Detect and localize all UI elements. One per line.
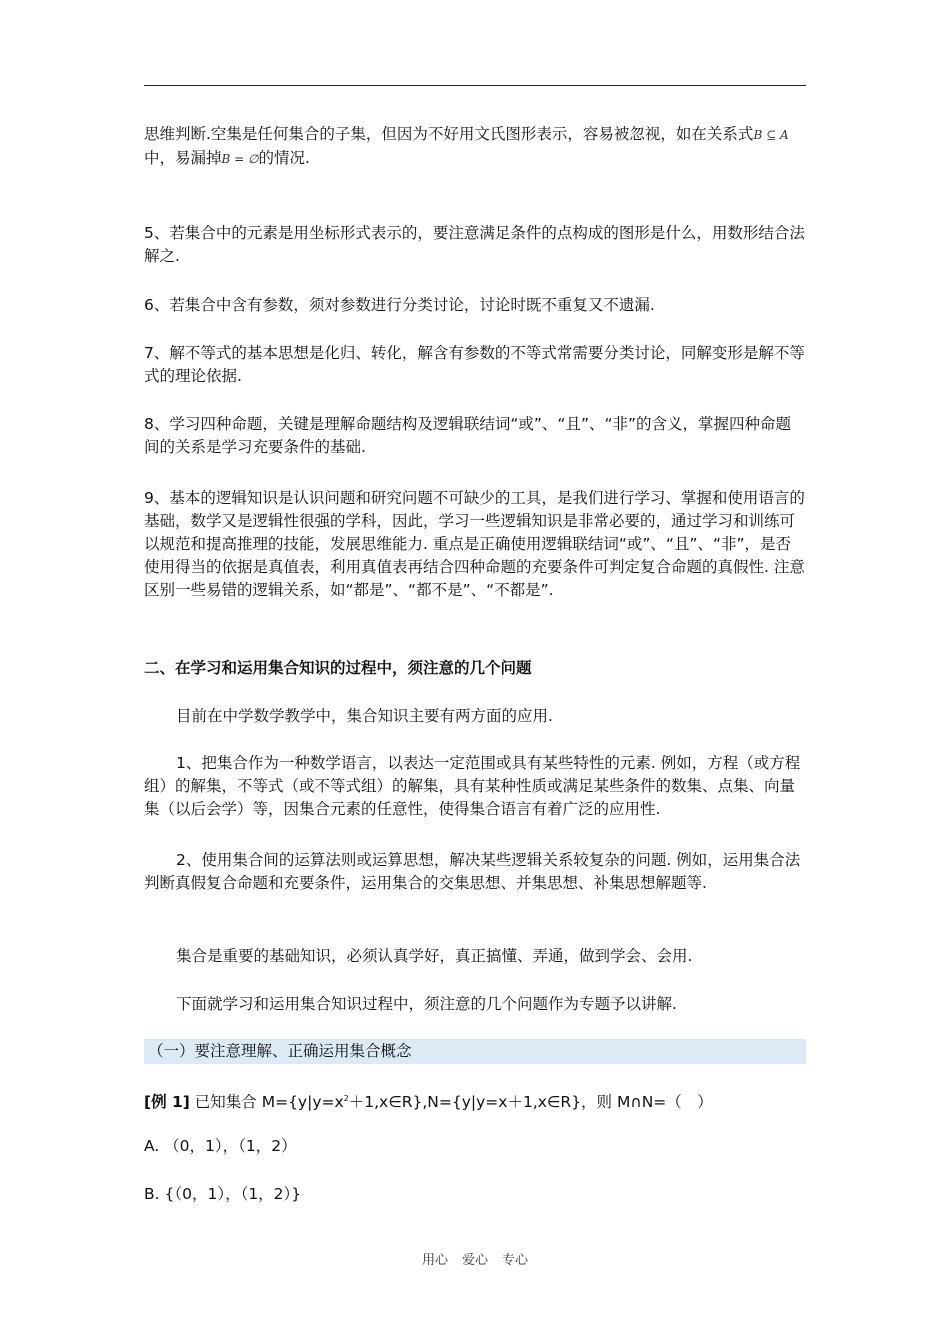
item-7: 7、解不等式的基本思想是化归、转化，解含有参数的不等式常需要分类讨论，同解变形是解不等式的理论依据. [144, 344, 805, 385]
option-b: B. {（0，1），（1，2）} [144, 1185, 302, 1203]
item-9: 9、基本的逻辑知识是认识问题和研究问题不可缺少的工具，是我们进行学习、掌握和使用语言的基础，数学又是逻辑性很强的学科，因此，学习一些逻辑知识是非常必要的，通过学习和训练可以规范和提高推理的技能，发展思维能力. 重点是正确使用逻辑联结词“或”、“且”、“非”，是否使用得当的依据是真值表，利用真值表再结合四种命题的充要条件可判定复合命题的真假性. 注意区别一些易错的逻辑关系，如“都是”、“都不是”、“不都是”. [144, 489, 805, 599]
item-6: 6、若集合中含有参数，须对参数进行分类讨论，讨论时既不重复又不遗漏. [144, 296, 655, 314]
footer-word-1: 用心 [421, 1253, 448, 1268]
math-empty: B = ∅ [221, 152, 259, 166]
body-paragraph-2: 1、把集合作为一种数学语言，以表达一定范围或具有某些特性的元素. 例如，方程（或方程组）的解集，不等式（或不等式组）的解集，具有某种性质或满足某些条件的数集、点集、向量集（以后会学）等，因集合元素的任意性，使得集合语言有着广泛的应用性. [144, 754, 801, 818]
subsection-title: （一）要注意理解、正确运用集合概念 [148, 1042, 412, 1060]
body-paragraph-5: 下面就学习和运用集合知识过程中，须注意的几个问题作为专题予以讲解. [176, 995, 677, 1013]
example-sup: 2 [343, 1094, 349, 1103]
header-rule [144, 85, 806, 86]
option-a: A. （0，1），（1，2） [144, 1137, 297, 1155]
example-text-a: 已知集合 M={y|y=x [189, 1093, 344, 1112]
body-paragraph-3: 2、使用集合间的运算法则或运算思想，解决某些逻辑关系较复杂的问题. 例如，运用集合法判断真假复合命题和充要条件，运用集合的交集思想、并集思想、补集思想解题等. [144, 851, 801, 892]
intro-paragraph [144, 123, 806, 171]
intro-text-b: 中，易漏掉 [144, 149, 222, 167]
math-subset: B ⊆ A [753, 128, 789, 142]
example-label: [例 1] [144, 1093, 190, 1112]
example-1 [144, 1087, 806, 1114]
example-text-b: ＋1,x∈R},N={y|y=x＋1,x∈R}，则 M∩N=（ ） [348, 1093, 713, 1112]
intro-text-c: 的情况. [258, 149, 310, 167]
page-footer [0, 1249, 950, 1268]
body-paragraph-1: 目前在中学数学教学中，集合知识主要有两方面的应用. [176, 707, 553, 725]
section-heading: 二、在学习和运用集合知识的过程中，须注意的几个问题 [144, 659, 532, 677]
body-paragraph-4: 集合是重要的基础知识，必须认真学好，真正搞懂、弄通，做到学会、会用. [176, 947, 693, 965]
subsection-banner [144, 1039, 806, 1064]
footer-word-2: 爱心 [461, 1253, 488, 1268]
item-8: 8、学习四种命题，关键是理解命题结构及逻辑联结词“或”、“且”、“非”的含义，掌握四种命题间的关系是学习充要条件的基础. [144, 415, 792, 456]
item-5: 5、若集合中的元素是用坐标形式表示的，要注意满足条件的点构成的图形是什么，用数形结合法解之. [144, 224, 805, 265]
footer-word-3: 专心 [502, 1253, 529, 1268]
intro-text-a: 思维判断.空集是任何集合的子集，但因为不好用文氏图形表示，容易被忽视，如在关系式 [144, 125, 754, 143]
